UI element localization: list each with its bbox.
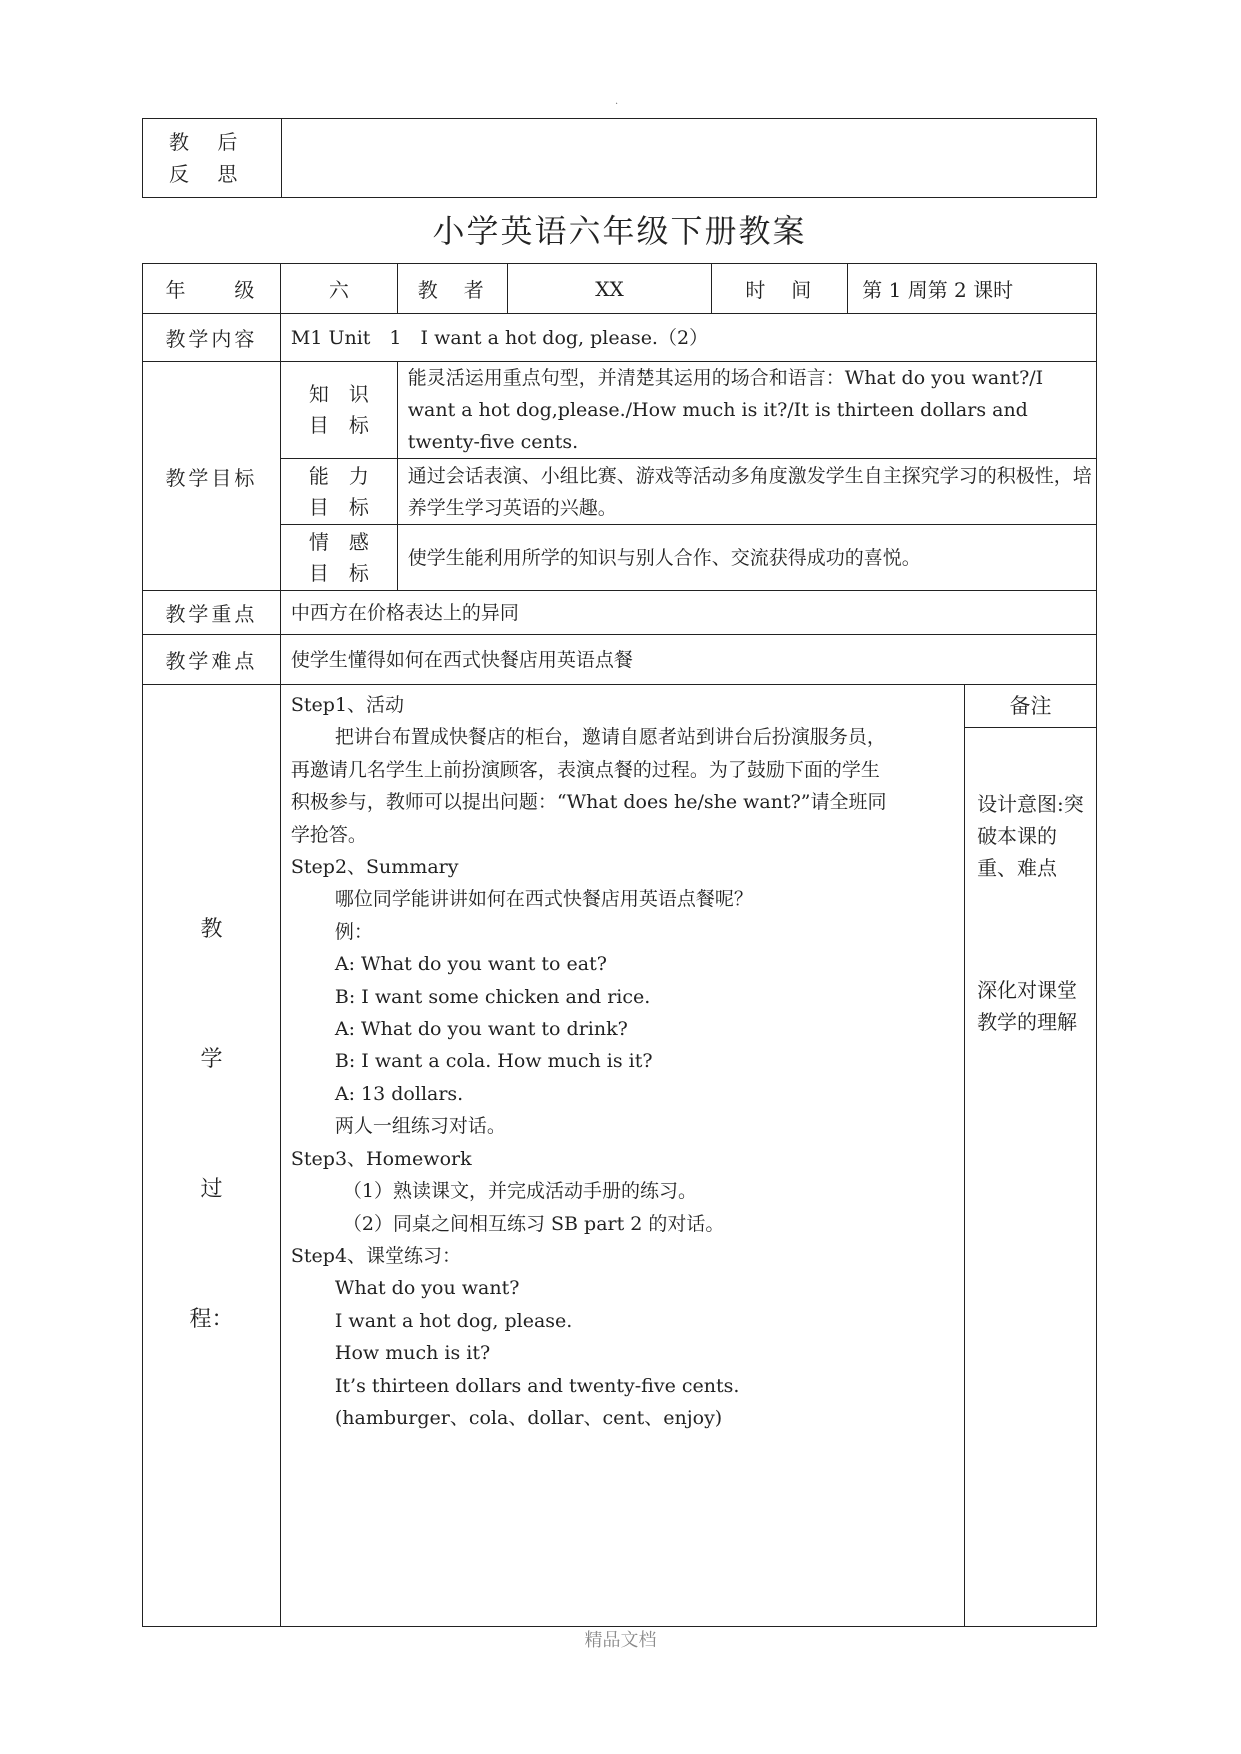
top-mark: . bbox=[615, 96, 619, 107]
difficult-point-label: 教学难点 bbox=[143, 635, 281, 685]
page-title: 小学英语六年级下册教案 bbox=[432, 212, 807, 250]
footer-watermark: 精品文档 bbox=[584, 1630, 657, 1651]
process-line: Step4、课堂练习： bbox=[290, 1244, 462, 1267]
process-line: 再邀请几名学生上前扮演顾客，表演点餐的过程。为了鼓励下面的学生 bbox=[290, 758, 880, 781]
key-point-label: 教学重点 bbox=[143, 591, 281, 635]
goal-knowledge-label-2: 目 标 bbox=[308, 413, 369, 437]
notes-header: 备注 bbox=[965, 685, 1096, 728]
goal-ability-label-2: 目 标 bbox=[308, 494, 369, 519]
goal-emotion-text: 使学生能利用所学的知识与别人合作、交流获得成功的喜悦。 bbox=[397, 525, 1096, 591]
goals-label: 教学目标 bbox=[143, 362, 281, 591]
reflection-label-line2: 反 思 bbox=[169, 162, 238, 186]
lesson-plan-table bbox=[142, 263, 1097, 1627]
goal-ability-text: 通过会话表演、小组比赛、游戏等活动多角度激发学生自主探究学习的积极性，培养学生学习英语的兴趣。 bbox=[397, 459, 1096, 525]
process-line: 哪位同学能讲讲如何在西式快餐店用英语点餐呢？ bbox=[334, 888, 753, 911]
reflection-table bbox=[142, 118, 1097, 198]
notes-column bbox=[965, 685, 1097, 1627]
reflection-content bbox=[282, 119, 1097, 198]
goal-knowledge-label-1: 知 识 bbox=[308, 382, 369, 406]
process-label-char-3: 过 bbox=[200, 1177, 223, 1202]
process-line: （2）同桌之间相互练习 SB part 2 的对话。 bbox=[342, 1212, 725, 1235]
process-label bbox=[143, 685, 281, 1627]
process-line: What do you want? bbox=[334, 1277, 520, 1300]
reflection-label-line1: 教 后 bbox=[169, 130, 238, 154]
goal-ability-label bbox=[280, 459, 397, 525]
process-line: Step1、活动 bbox=[290, 694, 405, 716]
process-line: Step3、Homework bbox=[290, 1147, 472, 1170]
teacher-label: 教 者 bbox=[397, 264, 507, 314]
process-line: B: I want a cola. How much is it? bbox=[334, 1050, 653, 1073]
process-line: Step2、Summary bbox=[290, 856, 459, 879]
goal-ability-label-1: 能 力 bbox=[308, 463, 369, 488]
reflection-label bbox=[143, 119, 282, 198]
goal-emotion-label-2: 目 标 bbox=[308, 560, 369, 585]
process-line: B: I want some chicken and rice. bbox=[334, 985, 651, 1008]
time-value: 第 1 周第 2 课时 bbox=[848, 264, 1097, 314]
goal-emotion-label-1: 情 感 bbox=[308, 529, 369, 554]
process-body bbox=[280, 685, 964, 1627]
process-label-char-2: 学 bbox=[200, 1047, 223, 1072]
process-label-char-1: 教 bbox=[200, 917, 223, 942]
grade-value: 六 bbox=[280, 264, 397, 314]
teacher-value: XX bbox=[507, 264, 712, 314]
process-label-char-4: 程： bbox=[189, 1307, 234, 1332]
process-line: 积极参与，教师可以提出问题：“What does he/she want?”请全班同 bbox=[290, 791, 887, 814]
process-line: （1）熟读课文，并完成活动手册的练习。 bbox=[342, 1180, 697, 1203]
grade-label: 年 级 bbox=[143, 264, 281, 314]
process-line: A: What do you want to drink? bbox=[334, 1018, 628, 1041]
difficult-point-value: 使学生懂得如何在西式快餐店用英语点餐 bbox=[280, 635, 1096, 685]
process-line: I want a hot dog, please. bbox=[334, 1309, 573, 1332]
content-value: M1 Unit 1 I want a hot dog, please.（2） bbox=[280, 314, 1096, 362]
process-line: 两人一组练习对话。 bbox=[334, 1115, 506, 1138]
goal-knowledge-text: 能灵活运用重点句型，并清楚其运用的场合和语言：What do you want?/I want a hot dog,please./How much is it?/It is thirteen dollars and twenty-five cents. bbox=[397, 362, 1096, 459]
process-line: It’s thirteen dollars and twenty-five cents. bbox=[334, 1374, 740, 1397]
note-deepen-understanding: 深化对课堂教学的理解 bbox=[977, 978, 1078, 1034]
goal-emotion-label bbox=[280, 525, 397, 591]
process-line: A: What do you want to eat? bbox=[334, 953, 607, 976]
process-line: (hamburger、cola、dollar、cent、enjoy) bbox=[334, 1406, 723, 1429]
process-line: 学抢答。 bbox=[290, 823, 367, 846]
process-line: A: 13 dollars. bbox=[334, 1082, 464, 1105]
process-line: 把讲台布置成快餐店的柜台，邀请自愿者站到讲台后扮演服务员， bbox=[334, 726, 886, 749]
key-point-value: 中西方在价格表达上的异同 bbox=[280, 591, 1096, 635]
content-label: 教学内容 bbox=[143, 314, 281, 362]
note-design-intent: 设计意图:突破本课的重、难点 bbox=[977, 792, 1084, 880]
time-label: 时 间 bbox=[712, 264, 848, 314]
process-line: How much is it? bbox=[334, 1342, 491, 1365]
goal-knowledge-label bbox=[280, 362, 397, 459]
process-line: 例： bbox=[334, 920, 373, 943]
